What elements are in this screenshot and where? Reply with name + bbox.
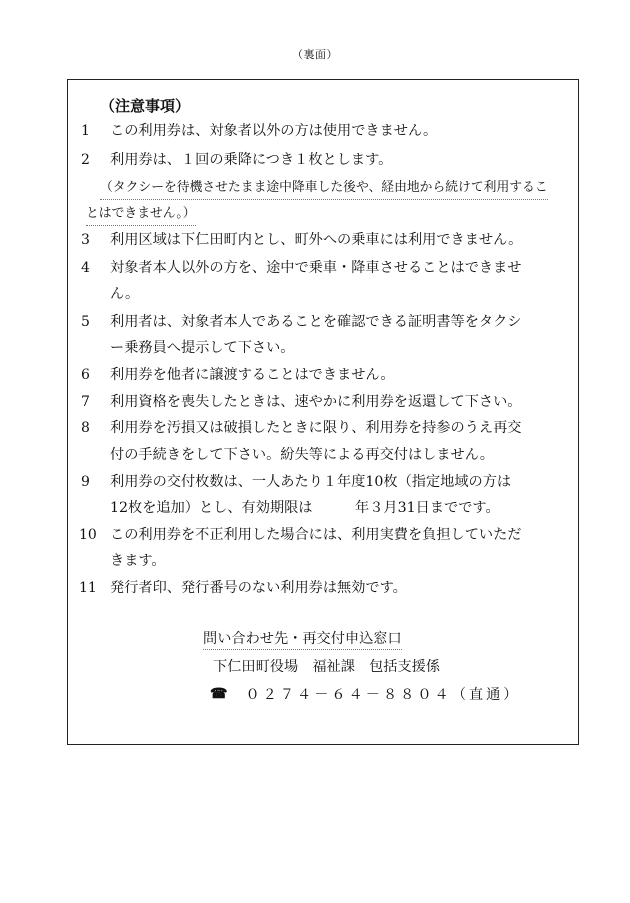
item-number: 4 — [81, 260, 90, 276]
item-text: 利用券を汚損又は破損したときに限り、利用券を持参のうえ再交 — [110, 420, 522, 436]
contact-phone-row — [210, 684, 520, 704]
item-text: 利用区域は下仁田町内とし、町外への乗車には利用できません。 — [110, 232, 523, 248]
item-text: 利用資格を喪失したときは、速やかに利用券を返還して下さい。 — [110, 394, 522, 410]
item-note-line: （タクシーを待機させたまま途中降車した後や、経由地から続けて利用するこ — [100, 178, 548, 200]
phone-icon: ☎ — [210, 686, 228, 702]
item-number: 10 — [79, 527, 97, 543]
item-number: 1 — [81, 123, 90, 139]
notice-title: （注意事項） — [100, 97, 191, 115]
item-number: 6 — [81, 367, 90, 383]
item-number: 2 — [81, 152, 90, 168]
item-text: 付の手続きをして下さい。紛失等による再交付はしません。 — [110, 447, 494, 463]
side-label: （裏面） — [292, 48, 338, 61]
item-text: ー乗務員へ提示して下さい。 — [110, 340, 295, 356]
item-number: 5 — [81, 314, 90, 330]
item-text: 利用券の交付枚数は、一人あたり１年度10枚（指定地域の方は — [110, 474, 512, 490]
item-text: 利用券は、１回の乗降につき１枚とします。 — [110, 152, 393, 168]
item-number: 7 — [81, 394, 90, 410]
item-text: 対象者本人以外の方を、途中で乗車・降車させることはできませ — [110, 260, 522, 276]
item-text: 利用券を他者に譲渡することはできません。 — [110, 367, 395, 383]
item-number: 8 — [81, 420, 90, 436]
item-text: 発行者印、発行番号のない利用券は無効です。 — [110, 580, 407, 596]
item-note-line: とはできません。） — [86, 204, 196, 226]
item-number: 9 — [81, 474, 90, 490]
contact-title: 問い合わせ先・再交付申込窓口 — [203, 628, 402, 650]
item-text: この利用券を不正利用した場合には、利用実費を負担していただ — [110, 527, 522, 543]
item-text: きます。 — [110, 553, 166, 569]
item-number: 3 — [81, 232, 90, 248]
item-text: ん。 — [110, 286, 140, 302]
item-text: この利用券は、対象者以外の方は使用できません。 — [110, 123, 438, 139]
phone-number: ０２７４－６４－８８０４（直通） — [245, 687, 521, 703]
item-text: 利用者は、対象者本人であることを確認できる証明書等をタクシ — [110, 314, 522, 330]
contact-office: 下仁田町役場 福祉課 包括支援係 — [213, 659, 441, 675]
item-text: 12枚を追加）とし、有効期限は 年３月31日までです。 — [110, 500, 500, 516]
item-number: 11 — [79, 580, 97, 596]
